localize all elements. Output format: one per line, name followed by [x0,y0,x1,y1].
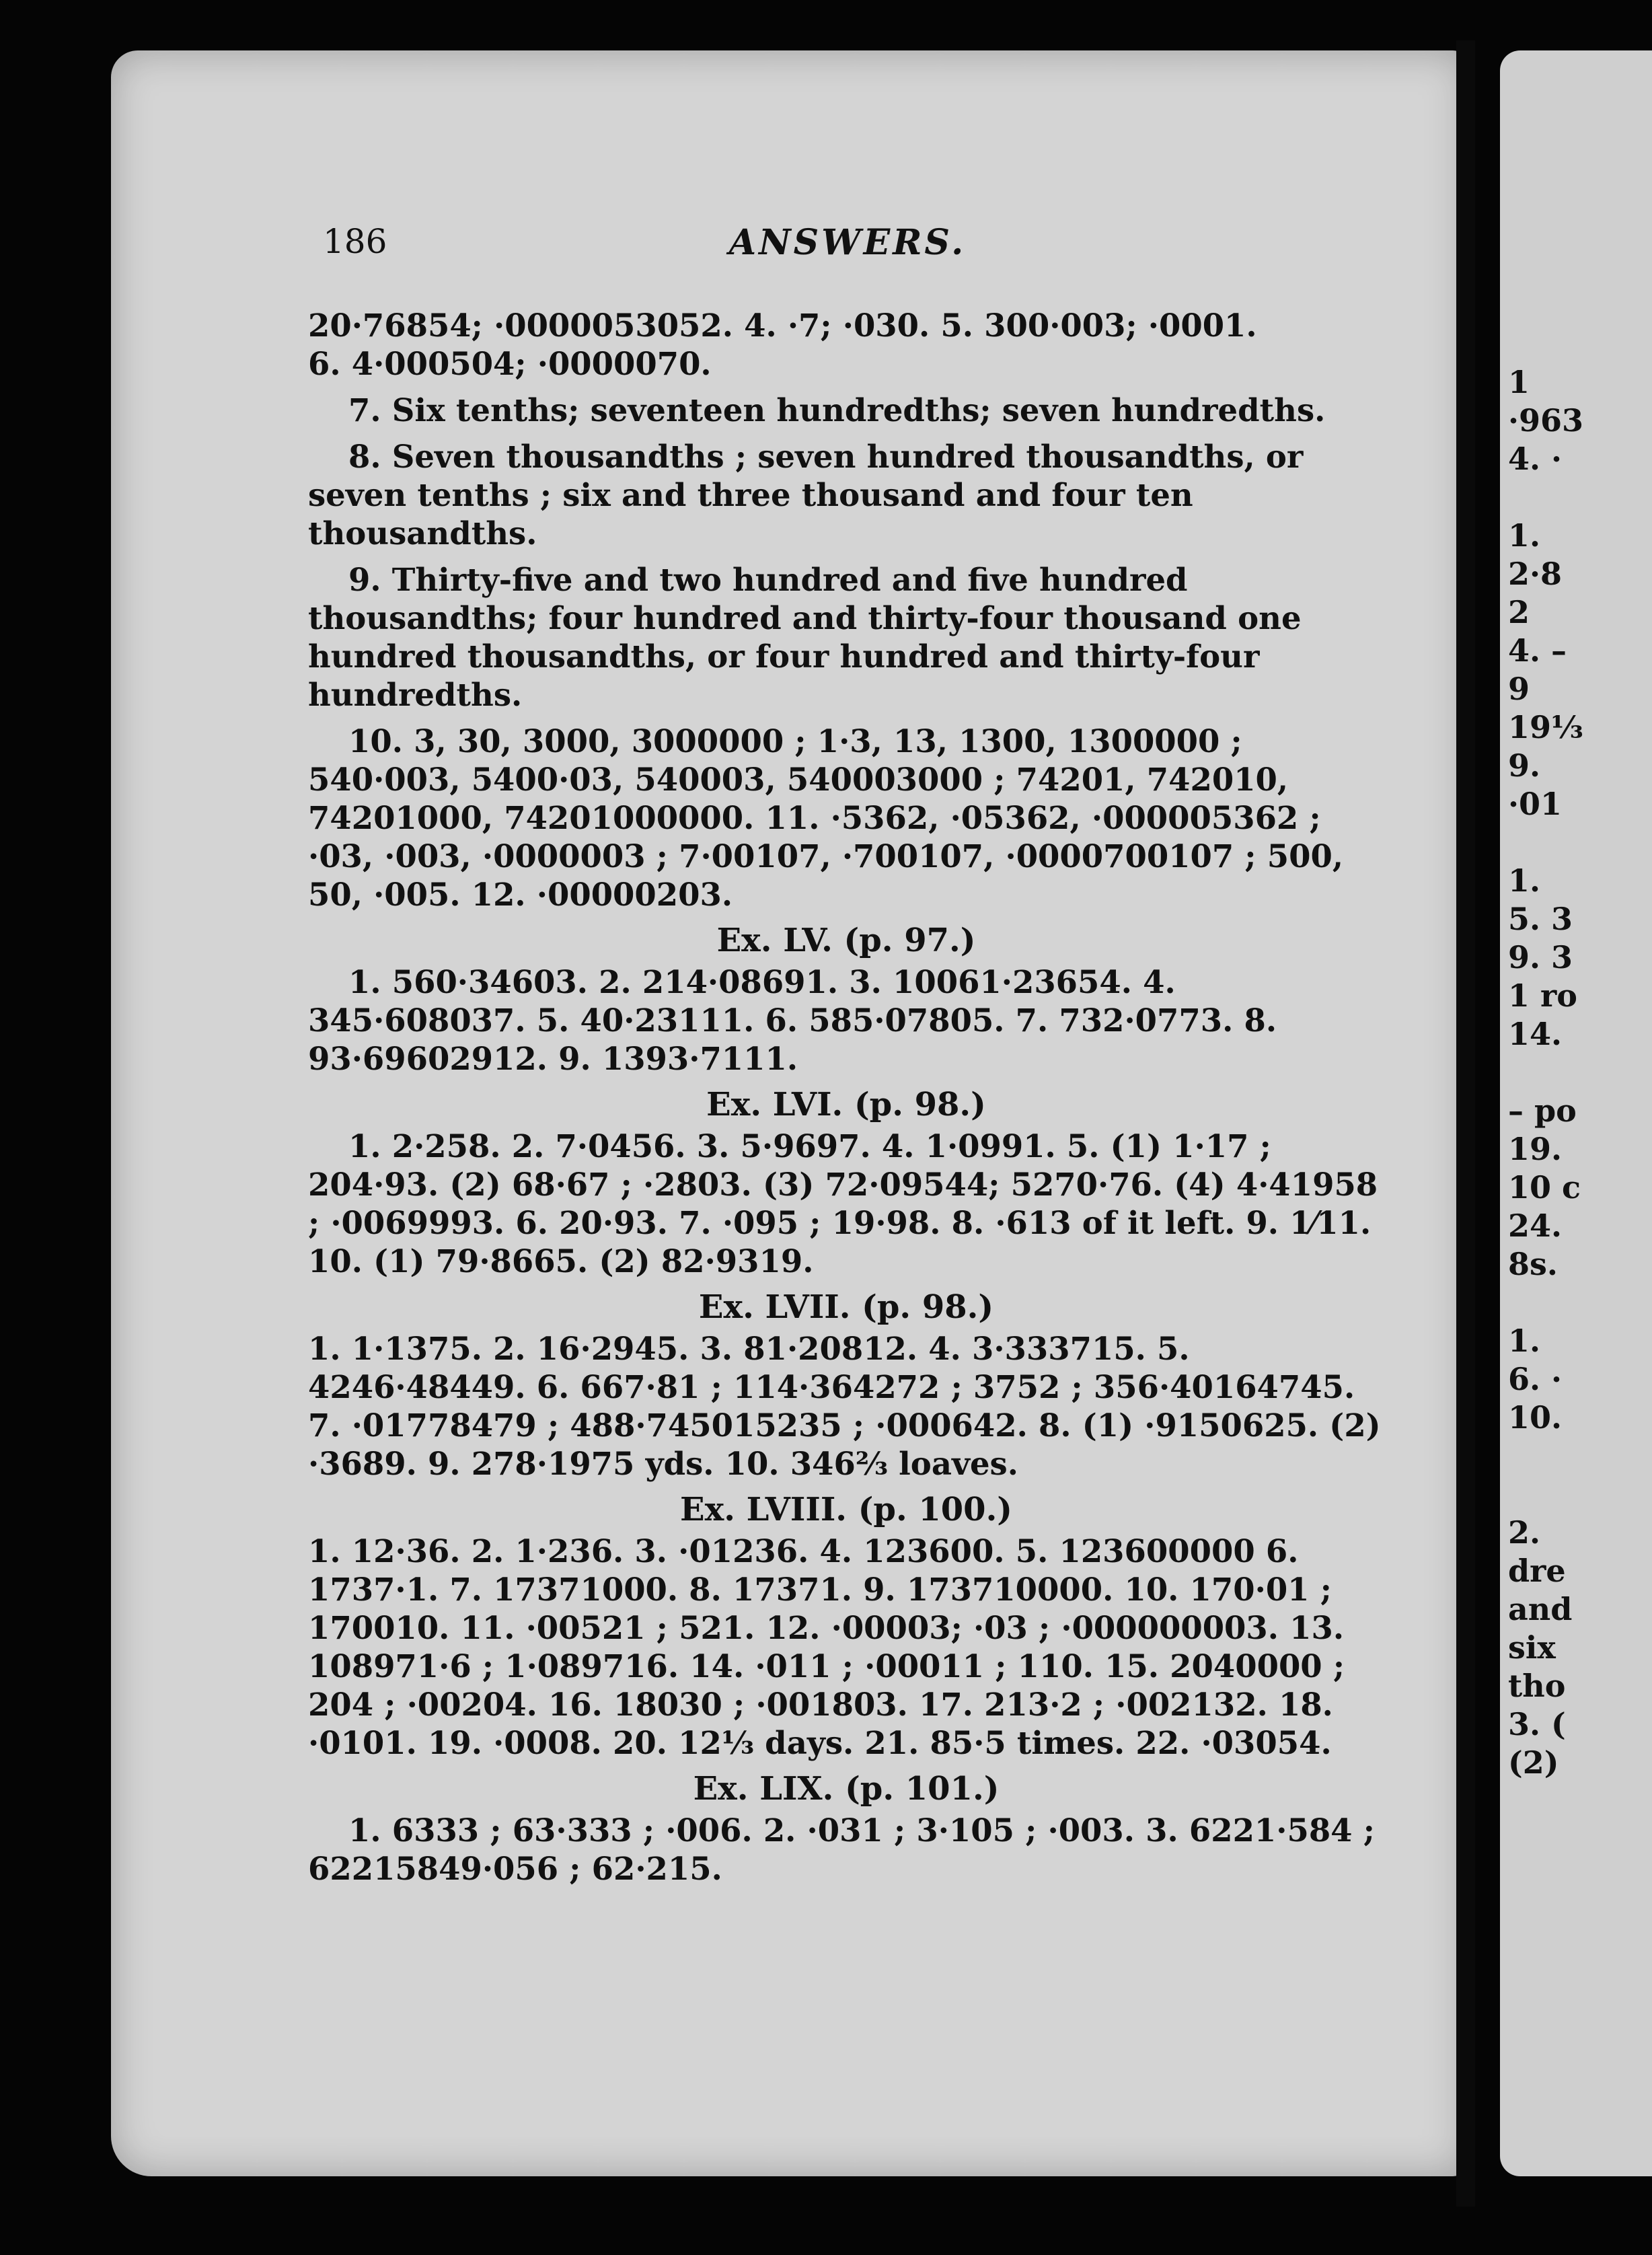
adjacent-fragment: 1 ro [1508,977,1577,1014]
adjacent-fragment [1508,1284,1652,1322]
exercise-answers-lvi: 1. 2·258. 2. 7·0456. 3. 5·9697. 4. 1·0991. 5. (1) 1·17 ; 204·93. (2) 68·67 ; ·2803. (3) 72·09544; 5270·76. (4) 4·41958 ; ·0069993. 6. 20·93. 7. ·095 ; 19·98. 8. ·613 of it left. 9. 1⁄11. 10. (1) 79·8665. (2) 82·9319. [308,1128,1378,1280]
adjacent-fragment: 14. [1508,1016,1563,1052]
adjacent-fragment: ·01 [1508,786,1563,822]
exercise-answers-lv: 1. 560·34603. 2. 214·08691. 3. 10061·23654. 4. 345·608037. 5. 40·23111. 6. 585·07805. 7. 732·0773. 8. 93·69602912. 9. 1393·7111. [308,963,1277,1077]
adjacent-fragment: 9. 3 [1508,939,1573,975]
adjacent-fragment: 4. – [1508,632,1567,669]
adjacent-fragment: 2. [1508,1514,1541,1551]
running-title: ANSWERS. [728,222,967,263]
exercise-heading-lv: Ex. LV. (p. 97.) [716,922,976,959]
adjacent-fragment: 6. · [1508,1361,1563,1397]
exercise-heading-lvii: Ex. LVII. (p. 98.) [698,1288,994,1326]
adjacent-fragment [1508,823,1652,862]
adjacent-fragment: (2) [1508,1744,1559,1781]
adjacent-fragment: tho [1508,1668,1566,1704]
adjacent-page-fragments [1508,363,1652,1782]
adjacent-fragment [1508,1475,1652,1514]
adjacent-fragment: 5. 3 [1508,901,1573,937]
exercise-heading-lviii: Ex. LVIII. (p. 100.) [679,1491,1012,1528]
answer-8: 8. Seven thousandths ; seven hundred thousandths, or seven tenths ; six and three thousand and four ten thousandths. [308,438,1304,552]
adjacent-fragment: 10. [1508,1399,1563,1436]
adjacent-fragment: 10 c [1508,1169,1581,1206]
continuation-line-1: 20·76854; ·0000053052. 4. ·7; ·030. 5. 300·003; ·0001. [308,307,1257,344]
adjacent-fragment: 1. [1508,1323,1541,1359]
adjacent-fragment: 9. [1508,747,1541,784]
exercise-answers-lviii: 1. 12·36. 2. 1·236. 3. ·01236. 4. 123600. 5. 123600000 6. 1737·1. 7. 17371000. 8. 17371. 9. 173710000. 10. 170·01 ; 170010. 11. ·00521 ; 521. 12. ·00003; ·03 ; ·000000003. 13. 108971·6 ; 1·089716. 14. ·011 ; ·00011 ; 110. 15. 2040000 ; 204 ; ·00204. 16. 18030 ; ·001803. 17. 213·2 ; ·002132. 18. ·0101. 19. ·0008. 20. 12⅓ days. 21. 85·5 times. 22. ·03054. [308,1532,1345,1761]
adjacent-fragment: 19⅓ [1508,709,1583,745]
adjacent-fragment: 24. [1508,1208,1563,1244]
adjacent-fragment: six [1508,1629,1556,1666]
page-number: 186 [323,222,387,261]
running-head [323,222,1372,276]
adjacent-fragment: 2 [1508,594,1530,630]
adjacent-fragment: 9 [1508,671,1530,707]
exercise-answers-lvii: 1. 1·1375. 2. 16·2945. 3. 81·20812. 4. 3·333715. 5. 4246·48449. 6. 667·81 ; 114·364272 ; 3752 ; 356·40164745. 7. ·01778479 ; 488·745015235 ; ·000642. 8. (1) ·9150625. (2) ·3689. 9. 278·1975 yds. 10. 346⅔ loaves. [308,1330,1381,1482]
adjacent-fragment [1508,1053,1652,1092]
exercise-answers-lix: 1. 6333 ; 63·333 ; ·006. 2. ·031 ; 3·105 ; ·003. 3. 6221·584 ; 62215849·056 ; 62·215. [308,1812,1375,1887]
adjacent-fragment: 1. [1508,517,1541,554]
answer-10-12: 10. 3, 30, 3000, 3000000 ; 1·3, 13, 1300, 1300000 ; 540·003, 5400·03, 540003, 540003000 ; 74201, 742010, 74201000, 74201000000. 11. ·5362, ·05362, ·000005362 ; ·03, ·003, ·0000003 ; 7·00107, ·700107, ·0000700107 ; 500, 50, ·005. 12. ·00000203. [308,723,1344,913]
adjacent-fragment: 2·8 [1508,556,1563,592]
continuation-line-2: 6. 4·000504; ·0000070. [308,345,712,382]
page-gutter [1456,40,1475,2207]
answers-text [308,306,1384,1888]
adjacent-fragment [1508,1437,1652,1475]
adjacent-fragment: 1 [1508,364,1530,400]
adjacent-fragment: dre [1508,1553,1566,1589]
adjacent-fragment: and [1508,1591,1573,1627]
adjacent-fragment: – po [1508,1093,1577,1129]
adjacent-fragment: 19. [1508,1131,1563,1167]
answer-7: 7. Six tenths; seventeen hundredths; seven hundredths. [348,392,1326,429]
adjacent-fragment: 3. ( [1508,1706,1566,1742]
exercise-heading-lix: Ex. LIX. (p. 101.) [693,1770,1000,1808]
adjacent-fragment: 1. [1508,862,1541,899]
exercise-heading-lvi: Ex. LVI. (p. 98.) [706,1086,986,1123]
adjacent-fragment: ·963 [1508,402,1584,439]
adjacent-fragment [1508,478,1652,517]
answer-9: 9. Thirty-five and two hundred and five hundred thousandths; four hundred and thirty-four thousand one hundred thousandths, or four hundred and thirty-four hundredths. [308,561,1302,713]
adjacent-fragment: 8s. [1508,1246,1558,1282]
adjacent-fragment: 4. · [1508,441,1563,477]
